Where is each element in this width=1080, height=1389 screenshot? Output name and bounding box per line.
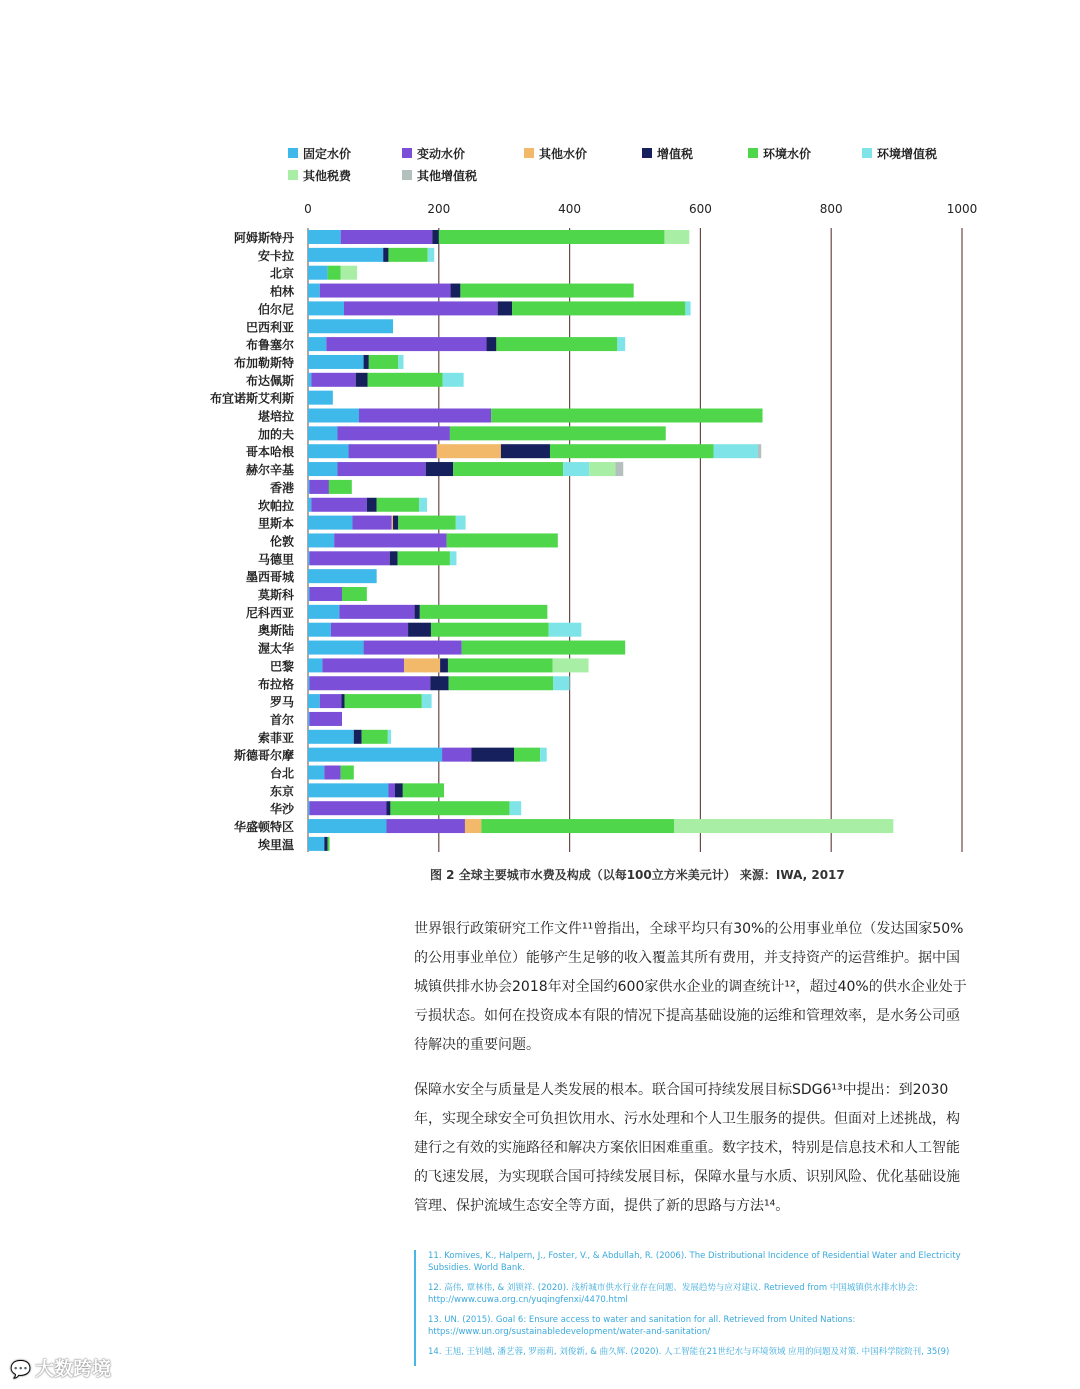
- category-label: 莫斯科: [257, 588, 294, 602]
- bar-segment: [308, 248, 383, 262]
- bar-segment: [428, 248, 435, 262]
- bar-segment: [450, 426, 666, 440]
- bar-segment: [308, 605, 339, 619]
- category-label: 索菲亚: [257, 730, 294, 745]
- category-label: 奥斯陆: [257, 623, 294, 638]
- bar-segment: [308, 533, 334, 547]
- bar-segment: [465, 819, 481, 833]
- category-label: 里斯本: [257, 516, 294, 531]
- bar-segment: [308, 409, 359, 423]
- bar-segment: [367, 498, 377, 512]
- bar-segment: [309, 587, 342, 601]
- bar-segment: [388, 730, 391, 744]
- category-label: 布达佩斯: [245, 373, 294, 388]
- bar-segment: [308, 230, 341, 244]
- legend-label: 其他增值税: [417, 169, 478, 183]
- bar-segment: [328, 837, 330, 851]
- bar-segment: [308, 266, 328, 280]
- legend-swatch: [524, 148, 534, 158]
- legend-swatch: [288, 170, 298, 180]
- category-label: 罗马: [269, 695, 294, 710]
- category-label: 首尔: [269, 712, 294, 727]
- bar-segment: [320, 694, 342, 708]
- bar-segment: [442, 748, 471, 762]
- bar-segment: [563, 462, 589, 476]
- bar-segment: [324, 837, 327, 851]
- category-label: 香港: [269, 480, 294, 495]
- x-axis-ticks: [304, 202, 977, 216]
- category-label: 伯尔尼: [257, 302, 294, 317]
- category-label: 伦敦: [269, 534, 294, 549]
- bar-segment: [308, 284, 320, 298]
- watermark: [10, 1354, 111, 1381]
- bar-segment: [450, 551, 457, 565]
- body-paragraph-2: [414, 1076, 970, 1221]
- bar-segment: [354, 730, 362, 744]
- bar-segment: [308, 676, 309, 690]
- legend-swatch: [748, 148, 758, 158]
- bar-segment: [329, 480, 352, 494]
- bar-segment: [398, 551, 450, 565]
- bar-segment: [308, 319, 393, 333]
- x-tick-label: 800: [819, 202, 843, 216]
- bar-segment: [309, 801, 386, 815]
- bar-segment: [356, 373, 368, 387]
- bar-segment: [328, 266, 341, 280]
- bar-segment: [308, 426, 337, 440]
- bar-segment: [364, 641, 462, 655]
- bar-segment: [456, 516, 466, 530]
- bar-segment: [308, 658, 322, 672]
- bar-segment: [308, 569, 377, 583]
- x-tick-label: 0: [304, 202, 312, 216]
- legend-label: 环境水价: [763, 147, 812, 161]
- bar-segment: [388, 783, 395, 797]
- bar-segment: [308, 712, 309, 726]
- bar-segment: [342, 587, 367, 601]
- category-label: 布加勒斯特: [233, 355, 294, 370]
- bar-segment: [685, 301, 690, 315]
- bar-segment: [392, 516, 393, 530]
- bar-segment: [386, 801, 390, 815]
- watermark-text: 大数跨境: [35, 1358, 112, 1380]
- bar-segment: [550, 444, 714, 458]
- bar-segment: [349, 444, 437, 458]
- bar-segment: [453, 462, 563, 476]
- bar-segment: [395, 783, 403, 797]
- category-label: 坎帕拉: [257, 498, 294, 513]
- bar-segment: [320, 284, 451, 298]
- bar-segment: [419, 498, 427, 512]
- bar-segment: [308, 373, 311, 387]
- bar-segment: [345, 694, 422, 708]
- category-label: 华盛顿特区: [233, 820, 294, 835]
- bar-segment: [491, 409, 762, 423]
- bar-segment: [369, 355, 398, 369]
- bar-segment: [326, 337, 486, 351]
- bar-segment: [309, 480, 329, 494]
- category-label: 台北: [269, 766, 294, 781]
- category-label: 埃里温: [257, 837, 294, 852]
- bar-segment: [386, 819, 464, 833]
- bar-segment: [308, 498, 311, 512]
- bar-segments: [308, 230, 893, 851]
- legend-swatch: [402, 170, 412, 180]
- bar-segment: [359, 409, 491, 423]
- bar-segment: [460, 284, 633, 298]
- bar-segment: [308, 694, 320, 708]
- bar-segment: [308, 623, 331, 637]
- bar-segment: [308, 355, 364, 369]
- bar-segment: [426, 462, 453, 476]
- bar-segment: [437, 444, 501, 458]
- bar-segment: [498, 301, 512, 315]
- bar-segment: [308, 641, 364, 655]
- bar-segment: [341, 230, 433, 244]
- bar-segment: [308, 730, 354, 744]
- bar-segment: [364, 355, 369, 369]
- references-footnotes: [414, 1250, 988, 1366]
- bar-segment: [617, 337, 625, 351]
- bar-segment: [308, 748, 442, 762]
- bar-segment: [388, 248, 427, 262]
- bar-segment: [549, 623, 582, 637]
- bar-segment: [377, 498, 420, 512]
- reference-item: 12. 高伟, 覃林伟, & 刘锁祥. (2020). 浅析城市供水行业存在问题、发展趋势与应对建议. Retrieved from 中国城镇供水排水协会: http://www.cuwa.org.cn/yuqingfenxi/4470.html: [428, 1283, 918, 1305]
- reference-item: 13. UN. (2015). Goal 6: Ensure access to water and sanitation for all. Retrieved from United Nations: https://www.un.org/sustainabledevelopment/water-and-sanitation/: [428, 1315, 856, 1337]
- bar-segment: [443, 373, 464, 387]
- bar-segment: [324, 766, 340, 780]
- category-label: 东京: [269, 784, 294, 799]
- legend-swatch: [288, 148, 298, 158]
- bar-segment: [431, 623, 549, 637]
- bar-segment: [339, 605, 414, 619]
- bar-segment: [337, 426, 449, 440]
- bar-segment: [344, 301, 498, 315]
- category-label: 布宜诺斯艾利斯: [209, 391, 294, 406]
- bar-segment: [758, 444, 761, 458]
- category-label: 赫尔辛基: [245, 463, 294, 478]
- category-label: 墨西哥城: [245, 570, 294, 585]
- category-label: 渥太华: [257, 641, 294, 656]
- bar-segment: [311, 498, 367, 512]
- bar-segment: [448, 658, 553, 672]
- category-label: 斯德哥尔摩: [233, 748, 294, 763]
- bar-segment: [553, 658, 589, 672]
- bar-segment: [309, 676, 430, 690]
- paragraph-text: 保障水安全与质量是人类发展的根本。联合国可持续发展目标SDG6¹³中提出：到2030年，实现全球安全可负担饮用水、污水处理和个人卫生服务的提供。但面对上述挑战，构建行之有效的实施路径和解决方案依旧困难重重。数字技术，特别是信息技术和人工智能的飞速发展，为实现联合国可持续发展目标，保障水量与水质、识别风险、优化基础设施管理、保护流域生态安全等方面，提供了新的思路与方法¹⁴。: [414, 1082, 960, 1214]
- bar-segment: [308, 516, 352, 530]
- bar-segment: [341, 266, 357, 280]
- bar-segment: [540, 748, 547, 762]
- category-label: 华沙: [269, 802, 294, 817]
- legend-label: 其他水价: [539, 147, 588, 161]
- category-label: 加的夫: [257, 427, 294, 442]
- legend-swatch: [642, 148, 652, 158]
- category-label: 哥本哈根: [245, 445, 294, 460]
- bar-segment: [408, 623, 431, 637]
- bar-segment: [501, 444, 550, 458]
- bar-segment: [439, 230, 665, 244]
- bar-segment: [337, 462, 425, 476]
- reference-item: 11. Komives, K., Halpern, J., Foster, V., & Abdullah, R. (2006). The Distributional Incidence of Residential Water and Electricity Subsidies. World Bank.: [428, 1251, 961, 1273]
- bar-segment: [447, 533, 558, 547]
- chart-legend: [288, 146, 937, 183]
- bar-segment: [308, 819, 386, 833]
- bar-segment: [308, 301, 344, 315]
- legend-label: 环境增值税: [877, 147, 938, 161]
- bar-segment: [308, 391, 333, 405]
- bar-segment: [308, 801, 309, 815]
- bar-segment: [308, 480, 309, 494]
- bar-segment: [331, 623, 408, 637]
- category-label: 巴黎: [269, 659, 294, 674]
- paragraph-text: 世界银行政策研究工作文件¹¹曾指出，全球平均只有30%的公用事业单位（发达国家50%的公用事业单位）能够产生足够的收入覆盖其所有费用，并支持资产的运营维护。据中国城镇供排水协会2018年对全国约600家供水企业的调查统计¹²，超过40%的供水企业处于亏损状态。如何在投资成本有限的情况下提高基础设施的运维和管理效率，是水务公司亟待解决的重要问题。: [414, 921, 967, 1053]
- x-tick-label: 600: [688, 202, 712, 216]
- body-paragraph-1: [414, 915, 970, 1060]
- bar-segment: [462, 641, 626, 655]
- bar-segment: [472, 748, 515, 762]
- bar-segment: [509, 801, 521, 815]
- category-label: 柏林: [269, 284, 294, 299]
- bar-segment: [432, 230, 439, 244]
- bar-segment: [368, 373, 443, 387]
- bar-segment: [341, 694, 344, 708]
- category-label: 尼科西亚: [245, 605, 294, 620]
- x-tick-label: 1000: [946, 202, 978, 216]
- bar-segment: [309, 712, 342, 726]
- bar-segment: [514, 748, 540, 762]
- bar-segment: [430, 676, 448, 690]
- legend-swatch: [862, 148, 872, 158]
- bar-segment: [403, 783, 444, 797]
- bar-segment: [308, 444, 349, 458]
- bar-segment: [308, 587, 309, 601]
- legend-swatch: [402, 148, 412, 158]
- bar-segment: [322, 658, 404, 672]
- bar-segment: [674, 819, 893, 833]
- bar-segment: [311, 373, 355, 387]
- bar-segment: [415, 605, 420, 619]
- bar-segment: [393, 516, 398, 530]
- bar-segment: [390, 801, 509, 815]
- reference-item: 14. 王旭, 王钊越, 潘艺蓉, 罗雨莉, 刘俊新, & 曲久辉. (2020). 人工智能在21世纪水与环境领域 应用的问题及对策. 中国科学院院刊, 35(9): [428, 1347, 950, 1357]
- bar-segment: [308, 337, 326, 351]
- category-label: 马德里: [257, 552, 294, 567]
- figure-caption: 图 2 全球主要城市水费及构成（以每100立方米美元计） 来源：IWA, 2017: [430, 868, 845, 882]
- legend-label: 固定水价: [303, 147, 352, 161]
- bar-segment: [440, 658, 448, 672]
- bar-segment: [451, 284, 461, 298]
- bar-segment: [589, 462, 615, 476]
- bar-segment: [334, 533, 446, 547]
- bar-segment: [398, 516, 456, 530]
- legend-label: 变动水价: [417, 147, 466, 161]
- category-label: 布拉格: [257, 677, 294, 692]
- x-tick-label: 200: [427, 202, 451, 216]
- category-label: 巴西利亚: [245, 320, 294, 335]
- bar-segment: [352, 516, 391, 530]
- y-axis-categories: [210, 230, 295, 852]
- bar-segment: [481, 819, 674, 833]
- bar-segment: [308, 837, 324, 851]
- bar-segment: [398, 355, 403, 369]
- chat-bubble-icon: 💬: [10, 1360, 32, 1380]
- legend-label: 增值税: [657, 147, 694, 161]
- bar-segment: [308, 551, 309, 565]
- bar-segment: [308, 766, 324, 780]
- bar-segment: [713, 444, 757, 458]
- bar-segment: [512, 301, 685, 315]
- bar-segment: [362, 730, 388, 744]
- bar-segment: [422, 694, 432, 708]
- bar-segment: [308, 462, 337, 476]
- bar-segment: [487, 337, 497, 351]
- bar-segment: [664, 230, 689, 244]
- bar-segment: [308, 783, 388, 797]
- legend-label: 其他税费: [303, 169, 352, 183]
- bar-segment: [615, 462, 623, 476]
- bar-segment: [553, 676, 569, 690]
- bar-segment: [309, 551, 389, 565]
- bar-segment: [383, 248, 388, 262]
- bar-segment: [341, 766, 354, 780]
- bar-segment: [420, 605, 548, 619]
- category-label: 堪培拉: [257, 409, 294, 424]
- category-label: 北京: [269, 266, 294, 281]
- bar-segment: [449, 676, 554, 690]
- category-label: 阿姆斯特丹: [233, 231, 294, 245]
- category-label: 安卡拉: [257, 248, 294, 263]
- bar-segment: [404, 658, 440, 672]
- bar-segment: [496, 337, 617, 351]
- category-label: 布鲁塞尔: [245, 338, 294, 353]
- bar-segment: [390, 551, 398, 565]
- x-tick-label: 400: [558, 202, 582, 216]
